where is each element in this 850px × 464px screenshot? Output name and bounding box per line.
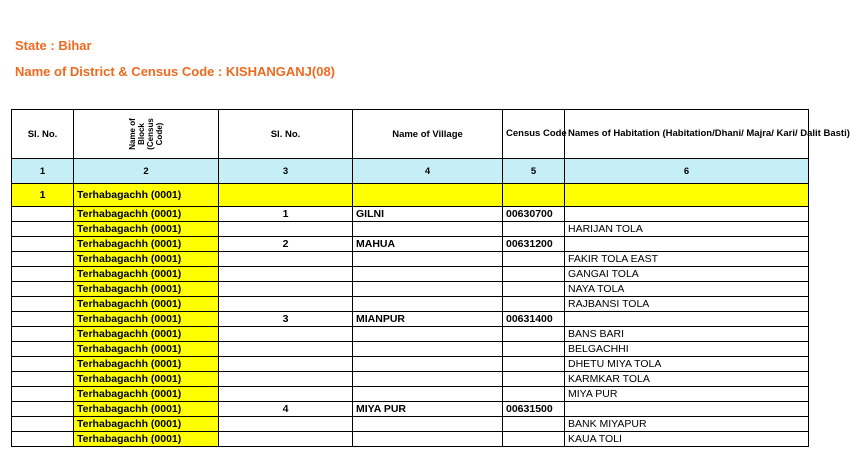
habitation-cell: DHETU MIYA TOLA (565, 357, 809, 372)
block-name-cell: Terhabagachh (0001) (74, 252, 219, 267)
block-name-cell: Terhabagachh (0001) (74, 387, 219, 402)
block-name-cell: Terhabagachh (0001) (74, 222, 219, 237)
census-code-cell (503, 252, 565, 267)
table-row (12, 282, 809, 297)
habitation-cell (565, 237, 809, 252)
header-census-code: Census Code (503, 110, 565, 159)
header-village: Name of Village (353, 110, 503, 159)
header-sl-no-village: Sl. No. (219, 110, 353, 159)
habitation-cell (565, 207, 809, 222)
row-sl-no-cell (12, 267, 74, 282)
village-name-cell: MAHUA (353, 237, 503, 252)
block-name-cell: Terhabagachh (0001) (74, 372, 219, 387)
row-sl-no-cell (12, 372, 74, 387)
header-sl-no: Sl. No. (12, 110, 74, 159)
habitation-cell: BANS BARI (565, 327, 809, 342)
table-row (12, 312, 809, 327)
row-sl-no-cell (12, 237, 74, 252)
census-code-cell (503, 222, 565, 237)
empty-cell (353, 184, 503, 207)
table-row (12, 432, 809, 447)
habitation-cell: KAUA TOLI (565, 432, 809, 447)
block-name-cell: Terhabagachh (0001) (74, 357, 219, 372)
row-sl-no-cell (12, 387, 74, 402)
row-sl-no-cell (12, 312, 74, 327)
census-code-cell (503, 267, 565, 282)
table-row (12, 297, 809, 312)
census-code-cell (503, 417, 565, 432)
village-name-cell (353, 327, 503, 342)
block-name-cell: Terhabagachh (0001) (74, 342, 219, 357)
block-name-cell: Terhabagachh (0001) (74, 402, 219, 417)
block-name: Terhabagachh (0001) (74, 184, 219, 207)
empty-cell (565, 184, 809, 207)
table-header-row (12, 110, 809, 159)
table-row (12, 207, 809, 222)
habitation-cell: MIYA PUR (565, 387, 809, 402)
block-name-cell: Terhabagachh (0001) (74, 417, 219, 432)
census-code-cell (503, 342, 565, 357)
village-sl-no-cell (219, 252, 353, 267)
census-code-cell (503, 327, 565, 342)
village-name-cell: MIYA PUR (353, 402, 503, 417)
village-sl-no-cell: 2 (219, 237, 353, 252)
village-name-cell (353, 297, 503, 312)
census-code-cell: 00631500 (503, 402, 565, 417)
row-sl-no-cell (12, 417, 74, 432)
census-code-cell: 00630700 (503, 207, 565, 222)
habitation-cell: FAKIR TOLA EAST (565, 252, 809, 267)
village-name-cell (353, 222, 503, 237)
row-sl-no-cell (12, 297, 74, 312)
block-name-cell: Terhabagachh (0001) (74, 237, 219, 252)
header-block-label: Name of Block (Census Code) (128, 118, 164, 150)
census-code-cell: 00631400 (503, 312, 565, 327)
village-name-cell (353, 432, 503, 447)
table-row (12, 222, 809, 237)
village-name-cell (353, 267, 503, 282)
habitation-cell: RAJBANSI TOLA (565, 297, 809, 312)
row-sl-no-cell (12, 222, 74, 237)
village-name-cell (353, 252, 503, 267)
row-sl-no-cell (12, 327, 74, 342)
habitation-cell: NAYA TOLA (565, 282, 809, 297)
district-heading: Name of District & Census Code : KISHANGANJ(08) (15, 64, 335, 79)
census-code-cell (503, 357, 565, 372)
village-sl-no-cell (219, 357, 353, 372)
village-sl-no-cell: 4 (219, 402, 353, 417)
village-name-cell (353, 417, 503, 432)
habitation-cell (565, 312, 809, 327)
table-row (12, 357, 809, 372)
census-code-cell (503, 387, 565, 402)
village-name-cell (353, 387, 503, 402)
table-body (12, 159, 809, 447)
village-sl-no-cell (219, 387, 353, 402)
habitation-cell: HARIJAN TOLA (565, 222, 809, 237)
block-row (12, 184, 809, 207)
block-name-cell: Terhabagachh (0001) (74, 297, 219, 312)
header-habitation: Names of Habitation (Habitation/Dhani/ Majra/ Kari/ Dalit Basti) (565, 110, 809, 159)
village-sl-no-cell: 1 (219, 207, 353, 222)
village-sl-no-cell (219, 327, 353, 342)
habitation-cell: KARMKAR TOLA (565, 372, 809, 387)
table-row (12, 267, 809, 282)
village-sl-no-cell (219, 222, 353, 237)
column-number: 4 (353, 159, 503, 184)
row-sl-no-cell (12, 402, 74, 417)
census-code-cell (503, 282, 565, 297)
table-row (12, 237, 809, 252)
row-sl-no-cell (12, 207, 74, 222)
block-name-cell: Terhabagachh (0001) (74, 432, 219, 447)
empty-cell (219, 184, 353, 207)
village-sl-no-cell (219, 282, 353, 297)
column-number: 2 (74, 159, 219, 184)
column-number: 5 (503, 159, 565, 184)
census-code-cell (503, 372, 565, 387)
state-heading: State : Bihar (15, 38, 92, 53)
block-sl-no: 1 (12, 184, 74, 207)
block-name-cell: Terhabagachh (0001) (74, 207, 219, 222)
table-row (12, 387, 809, 402)
habitation-cell: BELGACHHI (565, 342, 809, 357)
column-number: 3 (219, 159, 353, 184)
table-row (12, 327, 809, 342)
column-number: 1 (12, 159, 74, 184)
village-sl-no-cell: 3 (219, 312, 353, 327)
row-sl-no-cell (12, 342, 74, 357)
census-code-cell (503, 432, 565, 447)
village-sl-no-cell (219, 342, 353, 357)
census-code-cell: 00631200 (503, 237, 565, 252)
table-row (12, 342, 809, 357)
block-name-cell: Terhabagachh (0001) (74, 312, 219, 327)
block-name-cell: Terhabagachh (0001) (74, 327, 219, 342)
column-number: 6 (565, 159, 809, 184)
habitation-cell: GANGAI TOLA (565, 267, 809, 282)
row-sl-no-cell (12, 432, 74, 447)
table-row (12, 417, 809, 432)
village-name-cell (353, 357, 503, 372)
village-sl-no-cell (219, 417, 353, 432)
village-sl-no-cell (219, 432, 353, 447)
header-block (74, 110, 219, 159)
village-sl-no-cell (219, 372, 353, 387)
village-name-cell (353, 342, 503, 357)
row-sl-no-cell (12, 357, 74, 372)
block-name-cell: Terhabagachh (0001) (74, 267, 219, 282)
village-sl-no-cell (219, 267, 353, 282)
table-row (12, 372, 809, 387)
village-name-cell: GILNI (353, 207, 503, 222)
column-number-row (12, 159, 809, 184)
village-name-cell (353, 282, 503, 297)
table-row (12, 252, 809, 267)
row-sl-no-cell (12, 252, 74, 267)
habitation-cell: BANK MIYAPUR (565, 417, 809, 432)
row-sl-no-cell (12, 282, 74, 297)
header-block-wrap (77, 110, 215, 158)
village-name-cell (353, 372, 503, 387)
table-row (12, 402, 809, 417)
habitation-cell (565, 402, 809, 417)
village-sl-no-cell (219, 297, 353, 312)
empty-cell (503, 184, 565, 207)
block-name-cell: Terhabagachh (0001) (74, 282, 219, 297)
village-name-cell: MIANPUR (353, 312, 503, 327)
habitation-table (11, 109, 850, 447)
census-code-cell (503, 297, 565, 312)
